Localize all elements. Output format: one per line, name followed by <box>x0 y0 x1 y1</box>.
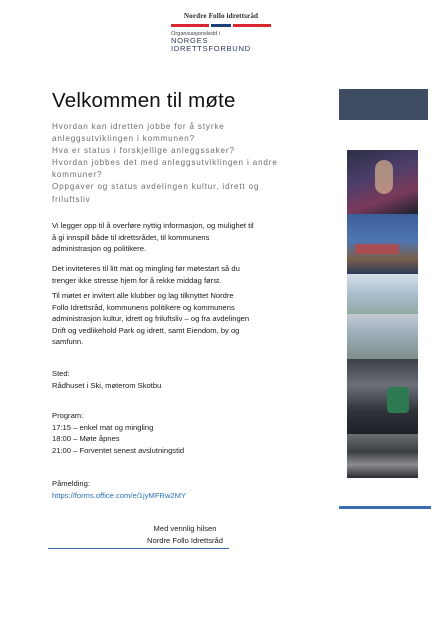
program-label: Program: <box>52 411 84 420</box>
text-line: Vi legger opp til å overføre nyttig informasjon, og mulighet til <box>52 221 254 230</box>
ball-sport-photo <box>347 274 418 314</box>
text-line: trenger ikke stresse hjem for å rekke middag først. <box>52 275 222 285</box>
question-line: anleggsutviklingen i kommunen? <box>52 134 195 144</box>
place-label: Sted: <box>52 369 70 378</box>
question-line: Hvordan jobbes det med anleggsutviklingen i andre <box>52 158 278 168</box>
org-name-2: IDRETTSFORBUND <box>171 44 251 53</box>
basketball-photo <box>347 359 418 434</box>
intro-paragraph <box>52 220 332 255</box>
text-line: Til møtet er invitert alle klubber og lag tilknyttet Nordre <box>52 291 234 300</box>
question-line: Hva er status i forskjellige anleggssaker? <box>52 146 235 156</box>
question-line: Hvordan kan idretten jobbe for å styrke <box>52 122 225 131</box>
question-line: Oppgaver og status avdelingen kultur, idrett og <box>52 182 260 192</box>
invited-paragraph <box>52 290 332 348</box>
logo-header <box>171 12 271 53</box>
place-value: Rådhuset i Ski, møterom Skotbu <box>52 380 162 390</box>
text-line: å gi innspill både til idrettsrådet, til kommunens <box>52 232 210 242</box>
org-line: Organisasjonsledd i <box>171 31 221 37</box>
program-item: 21:00 – Forventet senest avslutningstid <box>52 445 185 455</box>
accent-box <box>339 89 428 120</box>
photo-strip <box>347 150 418 478</box>
text-line: Drift og vedlikehold Park og idrett, samt Eiendom, by og <box>52 325 240 335</box>
text-line: Follo Idrettsråd, kommunens politikere og kommunens <box>52 302 235 312</box>
text-line: samfunn. <box>52 337 84 347</box>
gymnastics-photo <box>347 150 418 214</box>
signup-section <box>52 478 186 501</box>
program-item: 18:00 – Møte åpnes <box>52 434 120 444</box>
org-name-1: NORGES <box>171 36 209 45</box>
questions-list <box>52 121 332 206</box>
food-paragraph <box>52 263 332 286</box>
signup-label: Påmelding: <box>52 479 90 488</box>
flag-stripe <box>171 24 271 27</box>
page-title: Velkommen til møte <box>52 89 236 112</box>
program-section <box>52 410 184 456</box>
place-section <box>52 368 161 391</box>
brand-name: Nordre Follo idrettsråd <box>183 12 259 20</box>
text-line: administrasjon kultur, idrett og friluftsliv – og fra avdelingen <box>52 314 250 324</box>
program-item: 17:15 – enkel mat og mingling <box>52 422 154 432</box>
question-line: kommuner? <box>52 170 103 180</box>
text-line: administrasjon og politikere. <box>52 244 147 254</box>
wheelchair-sport-photo <box>347 314 418 359</box>
accent-line <box>339 506 431 509</box>
closing <box>120 523 250 546</box>
closing-greeting: Med vennlig hilsen <box>153 524 217 533</box>
question-line: friluftsliv <box>52 194 91 204</box>
closing-rule <box>48 548 229 549</box>
signup-link[interactable]: https://forms.office.com/e/1jyMFRw2MY <box>52 490 187 500</box>
text-line: Det inviteteres til litt mat og mingling før møtestart så du <box>52 264 240 273</box>
wrestling-photo <box>347 214 418 274</box>
cycling-photo <box>347 434 418 478</box>
closing-signature: Nordre Follo Idrettsråd <box>147 535 223 545</box>
